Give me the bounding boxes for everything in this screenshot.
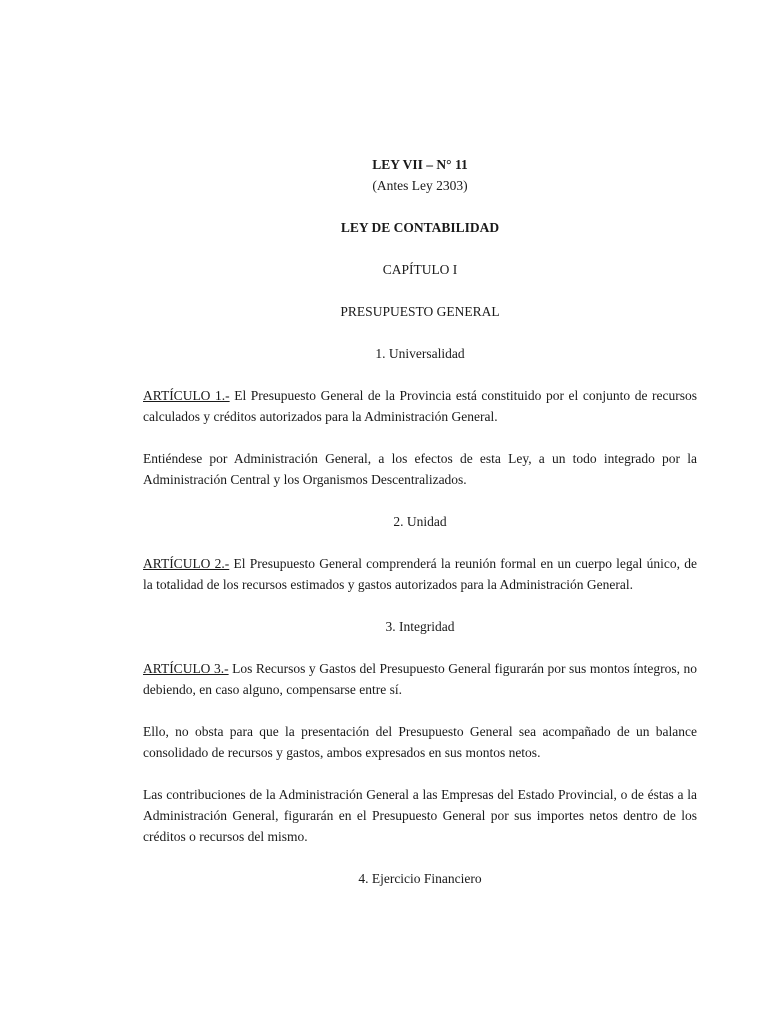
law-title: LEY DE CONTABILIDAD	[340, 220, 500, 235]
article-2-paragraph	[143, 553, 697, 595]
chapter-title: PRESUPUESTO GENERAL	[340, 304, 500, 319]
former-law-note: (Antes Ley 2303)	[372, 178, 468, 193]
article-2-text: El Presupuesto General comprenderá la reunión formal en un cuerpo legal único, de la totalidad de los recursos estimados y gastos autorizados para la Administración General.	[143, 556, 697, 592]
section-heading-1: 1. Universalidad	[375, 346, 465, 361]
law-number: LEY VII – N° 11	[372, 157, 468, 172]
article-1-paragraph	[143, 385, 697, 427]
article-2-label: ARTÍCULO 2.-	[143, 556, 230, 571]
article-3-label: ARTÍCULO 3.-	[143, 661, 229, 676]
article-3-paragraph-2: Ello, no obsta para que la presentación del Presupuesto General sea acompañado de un balance consolidado de recursos y gastos, ambos expresados en sus montos netos.	[143, 724, 697, 760]
article-1-paragraph-2: Entiéndese por Administración General, a los efectos de esta Ley, a un todo integrado por la Administración Central y los Organismos Descentralizados.	[143, 451, 697, 487]
section-heading-2: 2. Unidad	[393, 514, 447, 529]
section-heading-4: 4. Ejercicio Financiero	[358, 871, 482, 886]
article-1-text: El Presupuesto General de la Provincia está constituido por el conjunto de recursos calculados y créditos autorizados para la Administración General.	[143, 388, 697, 424]
article-3-text: Los Recursos y Gastos del Presupuesto General figurarán por sus montos íntegros, no debiendo, en caso alguno, compensarse entre sí.	[143, 661, 697, 697]
chapter-heading: CAPÍTULO I	[382, 262, 458, 277]
article-3-paragraph	[143, 658, 697, 700]
article-3-paragraph-3: Las contribuciones de la Administración General a las Empresas del Estado Provincial, o de éstas a la Administración General, figurarán en el Presupuesto General por sus importes netos dentro de los créditos o recursos del mismo.	[143, 787, 697, 844]
article-1-label: ARTÍCULO 1.-	[143, 388, 230, 403]
section-heading-3: 3. Integridad	[385, 619, 455, 634]
